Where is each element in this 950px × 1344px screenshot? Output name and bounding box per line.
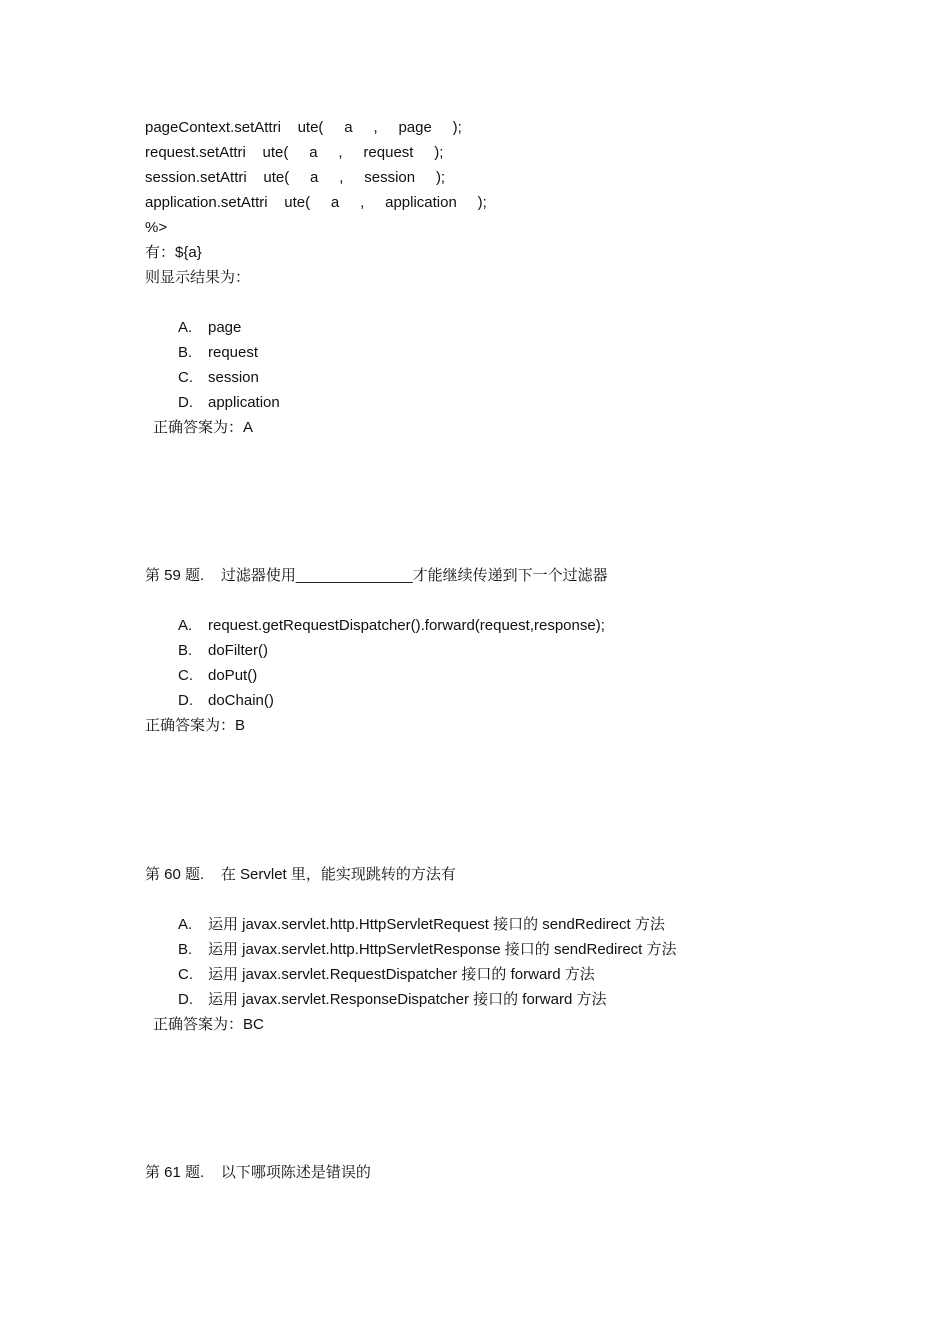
question-text: 则显示结果为： xyxy=(145,269,251,286)
option-text: 运用 javax.servlet.http.HttpServletRequest 接口的 sendRedirect 方法 xyxy=(208,916,665,933)
code-line: application.setAttri ute( a , application ); xyxy=(145,194,487,211)
option-letter: A. xyxy=(178,319,193,336)
option-letter: D. xyxy=(178,991,193,1008)
option-text: doPut() xyxy=(208,667,258,684)
option-letter: B. xyxy=(178,941,193,958)
option-text: 运用 javax.servlet.ResponseDispatcher 接口的 forward 方法 xyxy=(208,991,607,1008)
option-text: doChain() xyxy=(208,692,274,709)
answer-text: 正确答案为：B xyxy=(145,717,246,734)
code-line: pageContext.setAttri ute( a , page ); xyxy=(145,119,462,136)
option-letter: C. xyxy=(178,369,193,386)
option-text: 运用 javax.servlet.http.HttpServletResponse 接口的 sendRedirect 方法 xyxy=(208,941,677,958)
option-text: doFilter() xyxy=(208,642,269,659)
code-line: %> xyxy=(145,219,168,236)
option-text: request xyxy=(208,344,259,361)
option-letter: A. xyxy=(178,617,193,634)
option-letter: C. xyxy=(178,667,193,684)
answer-text: 正确答案为：A xyxy=(153,419,254,436)
question-title: 第 60 题. 在 Servlet 里，能实现跳转的方法有 xyxy=(145,866,456,883)
option-text: application xyxy=(208,394,280,411)
question-title: 第 59 题. 过滤器使用______________才能继续传递到下一个过滤器 xyxy=(145,567,608,584)
question-title: 第 61 题. 以下哪项陈述是错误的 xyxy=(145,1164,371,1181)
output-line: 有：${a} xyxy=(145,244,202,261)
option-letter: D. xyxy=(178,692,193,709)
option-letter: A. xyxy=(178,916,193,933)
option-text: request.getRequestDispatcher().forward(request,response); xyxy=(208,617,605,634)
option-letter: C. xyxy=(178,966,193,983)
option-text: 运用 javax.servlet.RequestDispatcher 接口的 forward 方法 xyxy=(208,966,595,983)
option-letter: B. xyxy=(178,344,193,361)
code-line: request.setAttri ute( a , request ); xyxy=(145,144,444,161)
answer-text: 正确答案为：BC xyxy=(153,1016,264,1033)
option-letter: B. xyxy=(178,642,193,659)
option-text: page xyxy=(208,319,242,336)
option-text: session xyxy=(208,369,259,386)
code-line: session.setAttri ute( a , session ); xyxy=(145,169,446,186)
option-letter: D. xyxy=(178,394,193,411)
